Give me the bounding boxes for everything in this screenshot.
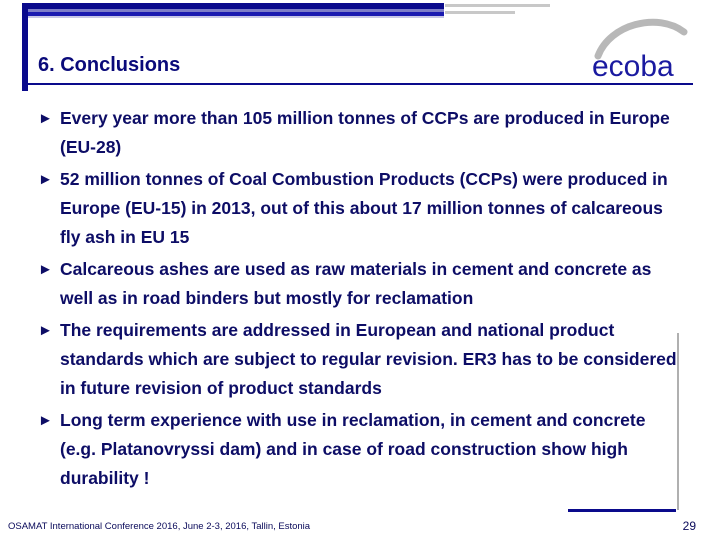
bullet-list [38,104,678,496]
bullet-arrow-icon: ► [38,110,53,127]
ecoba-logo [588,10,693,80]
bullet-item [38,255,678,313]
bullet-text: Every year more than 105 million tonnes of CCPs are produced in Europe (EU-28) [60,108,670,157]
bullet-item [38,165,678,252]
page-title: 6. Conclusions [38,54,181,76]
footer-text: OSAMAT International Conference 2016, June 2-3, 2016, Tallin, Estonia [8,521,311,532]
bullet-item [38,104,678,162]
logo-text: ecoba [592,50,674,80]
left-accent-bar [22,3,28,91]
header-stripe-gray [445,11,515,14]
page-number: 29 [682,519,696,533]
bullet-item [38,406,678,493]
bullet-arrow-icon: ► [38,412,53,429]
bullet-text: Calcareous ashes are used as raw materials in cement and concrete as well as in road binders but mostly for reclamation [60,259,652,308]
header-stripe [22,16,444,18]
bullet-arrow-icon: ► [38,261,53,278]
footer-divider [568,509,676,512]
bullet-text: Long term experience with use in reclamation, in cement and concrete (e.g. Platanovryssi dam) and in case of road construction show high durability ! [60,410,646,488]
right-vertical-rule [677,333,679,510]
bullet-arrow-icon: ► [38,322,53,339]
header-stripe-gray [445,4,550,7]
bullet-arrow-icon: ► [38,171,53,188]
header-divider [28,83,693,85]
bullet-item [38,316,678,403]
bullet-text: The requirements are addressed in European and national product standards which are subject to regular revision. ER3 has to be considered in future revision of product standards [60,320,677,398]
bullet-text: 52 million tonnes of Coal Combustion Products (CCPs) were produced in Europe (EU-15) in 2013, out of this about 17 million tonnes of calcareous fly ash in EU 15 [60,169,668,247]
